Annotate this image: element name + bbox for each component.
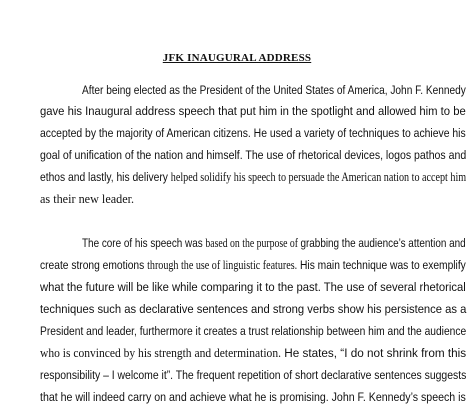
paragraph-2-line-3: what the future will be like while comparing it to the past. The use of several rhetorical bbox=[40, 280, 466, 294]
paragraph-2-line-6 bbox=[40, 346, 466, 360]
paragraph-2-line-4: techniques such as declarative sentences and strong verbs show his persistence as a bbox=[40, 302, 467, 316]
paragraph-2-line-1 bbox=[82, 236, 466, 250]
paragraph-2-line-1-part-b: based on the purpose of bbox=[205, 236, 301, 250]
paragraph-1-line-5-part-b: helped solidify his speech to persuade the American nation to accept him bbox=[170, 170, 467, 184]
paragraph-2-line-7: responsibility – I welcome it”. The frequent repetition of short declarative sentences suggests bbox=[40, 368, 467, 382]
paragraph-1-line-5 bbox=[40, 170, 466, 184]
paragraph-2-line-2-part-b: through the use of linguistic features. bbox=[147, 258, 298, 272]
paragraph-1-line-4: goal of unification of the nation and himself. The use of rhetorical devices, logos pathos and bbox=[40, 148, 467, 162]
paragraph-2-line-2-part-a: create strong emotions bbox=[40, 258, 148, 272]
paragraph-1-line-5-part-a: ethos and lastly, his delivery bbox=[40, 170, 171, 184]
paragraph-2-line-2 bbox=[40, 258, 466, 272]
paragraph-2-line-1-part-c: grabbing the audience’s attention and bbox=[300, 236, 466, 250]
paragraph-2-line-8: that he will indeed carry on and achieve what he is promising. John F. Kennedy’s speech is bbox=[40, 390, 466, 404]
paragraph-1-line-2: gave his Inaugural address speech that put him in the spotlight and allowed him to be bbox=[40, 104, 466, 118]
paragraph-2-line-5: President and leader, furthermore it creates a trust relationship between him and the audience bbox=[40, 324, 467, 338]
paragraph-2-line-6-part-a: who is convinced by his strength and determination. bbox=[40, 346, 281, 360]
document-title: JFK INAUGURAL ADDRESS bbox=[162, 52, 312, 64]
paragraph-2-line-6-part-b: He states, “I do not shrink from this bbox=[280, 346, 467, 360]
paragraph-1-line-6: as their new leader. bbox=[40, 192, 135, 206]
paragraph-2-line-2-part-c: His main technique was to exemplify bbox=[297, 258, 466, 272]
paragraph-2-line-1-part-a: The core of his speech was bbox=[82, 236, 206, 250]
paragraph-1-line-3: accepted by the majority of American citizens. He used a variety of techniques to achieve his bbox=[40, 126, 466, 140]
paragraph-1-line-1: After being elected as the President of the United States of America, John F. Kennedy bbox=[82, 83, 466, 97]
